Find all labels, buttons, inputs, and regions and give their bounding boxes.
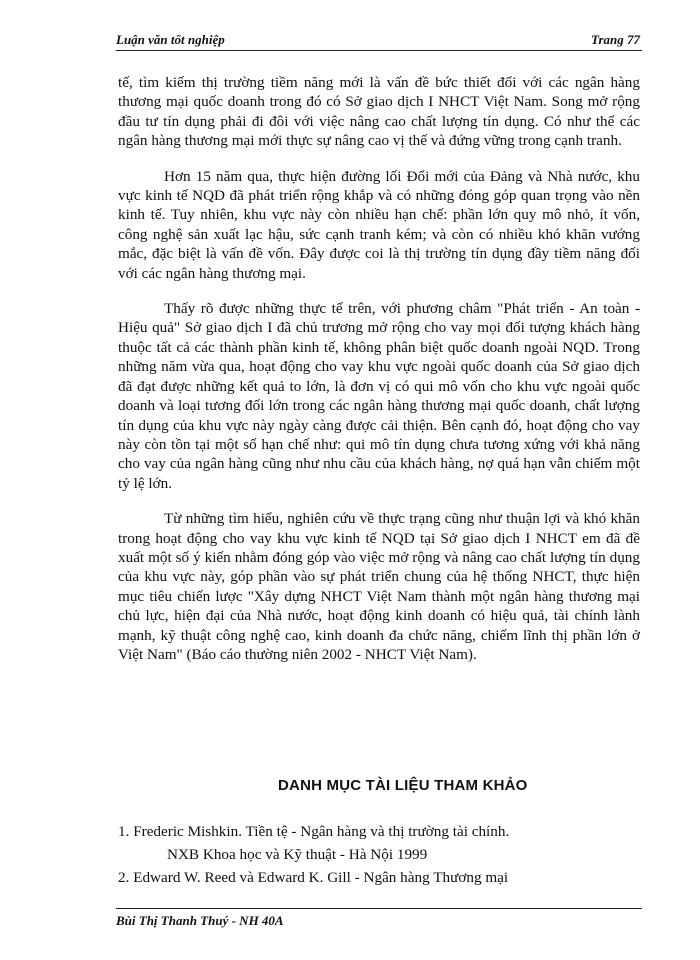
reference-text: 1. Frederic Mishkin. Tiền tệ - Ngân hàng và thị trường tài chính. [118,823,510,840]
paragraph: Thấy rõ được những thực tế trên, với phương châm "Phát triển - An toàn - Hiệu quả" Sở giao dịch I đã chủ trương mở rộng cho vay mọi đối tượng khách hàng thuộc tất cả các thành phần kinh tế, không phân biệt quốc doanh ngoài NQD. Trong những năm vừa qua, hoạt động cho vay khu vực ngoài quốc doanh của Sở giao dịch đã đạt được những kết quả to lớn, là đơn vị có qui mô vốn cho khu vực ngoài quốc doanh và loại tương đối lớn trong các ngân hàng thương mại quốc doanh, chất lượng tín dụng của khu vực này ngày càng được cải thiện. Bên cạnh đó, hoạt động cho vay này còn tồn tại một số hạn chế như: qui mô tín dụng chưa tương xứng với khả năng cho vay của ngân hàng cũng như nhu cầu của khách hàng, nợ quá hạn vẫn chiếm một tỷ lệ lớn. [118,300,640,492]
reference-item [118,866,640,889]
paragraph: tế, tìm kiếm thị trường tiềm năng mới là vấn đề bức thiết đối với các ngân hàng thương mại quốc doanh trong đó có Sở giao dịch I NHCT Việt Nam. Song mở rộng đầu tư tín dụng phải đi đôi với việc nâng cao chất lượng tín dụng. Có như thế các ngân hàng thương mại mới thực sự nâng cao vị thế và đứng vững trong cạnh tranh. [118,74,640,150]
page-footer-author: Bùi Thị Thanh Thuý - NH 40A [116,913,284,928]
footer-divider [116,908,642,909]
reference-publisher: NXB Khoa học và Kỹ thuật - Hà Nội 1999 [167,846,428,863]
conclusion-body [118,73,640,664]
paragraph: Từ những tìm hiểu, nghiên cứu về thực trạng cũng như thuận lợi và khó khăn trong hoạt động cho vay khu vực kinh tế NQD tại Sở giao dịch I NHCT em đã đề xuất một số ý kiến nhằm đóng góp vào việc mở rộng và nâng cao chất lượng tín dụng của khu vực này, góp phần vào sự phát triển chung của hệ thống NHCT, thực hiện mục tiêu chiến lược "Xây dựng NHCT Việt Nam thành một ngân hàng thương mại chủ lực, hiện đại của Nhà nước, hoạt động kinh doanh có hiệu quả, tài chính lành mạnh, kỹ thuật công nghệ cao, kinh doanh đa chức năng, chiếm lĩnh thị phần lớn ở Việt Nam" (Báo cáo thường niên 2002 - NHCT Việt Nam). [118,510,640,663]
header-divider [116,50,642,51]
references-title: DANH MỤC TÀI LIỆU THAM KHẢO [278,777,528,794]
reference-item [118,820,640,866]
header-document-title: Luận văn tốt nghiệp [116,32,225,47]
reference-text: 2. Edward W. Reed và Edward K. Gill - Ngân hàng Thương mại [118,869,509,886]
paragraph: Hơn 15 năm qua, thực hiện đường lối Đổi mới của Đảng và Nhà nước, khu vực kinh tế NQD đã phát triển rộng khắp và có những đóng góp quan trọng vào nền kinh tế. Tuy nhiên, khu vực này còn nhiều hạn chế: phần lớn quy mô nhỏ, ít vốn, công nghệ sản xuất lạc hậu, sức cạnh tranh kém; và còn có nhiều khó khăn vướng mắc, đặc biệt là vấn đề vốn. Đây được coi là thị trường tín dụng đầy tiềm năng đối với các ngân hàng thương mại. [118,167,640,282]
references-list [118,820,640,889]
header-page-number: Trang 77 [591,32,640,47]
page-header [116,32,640,48]
